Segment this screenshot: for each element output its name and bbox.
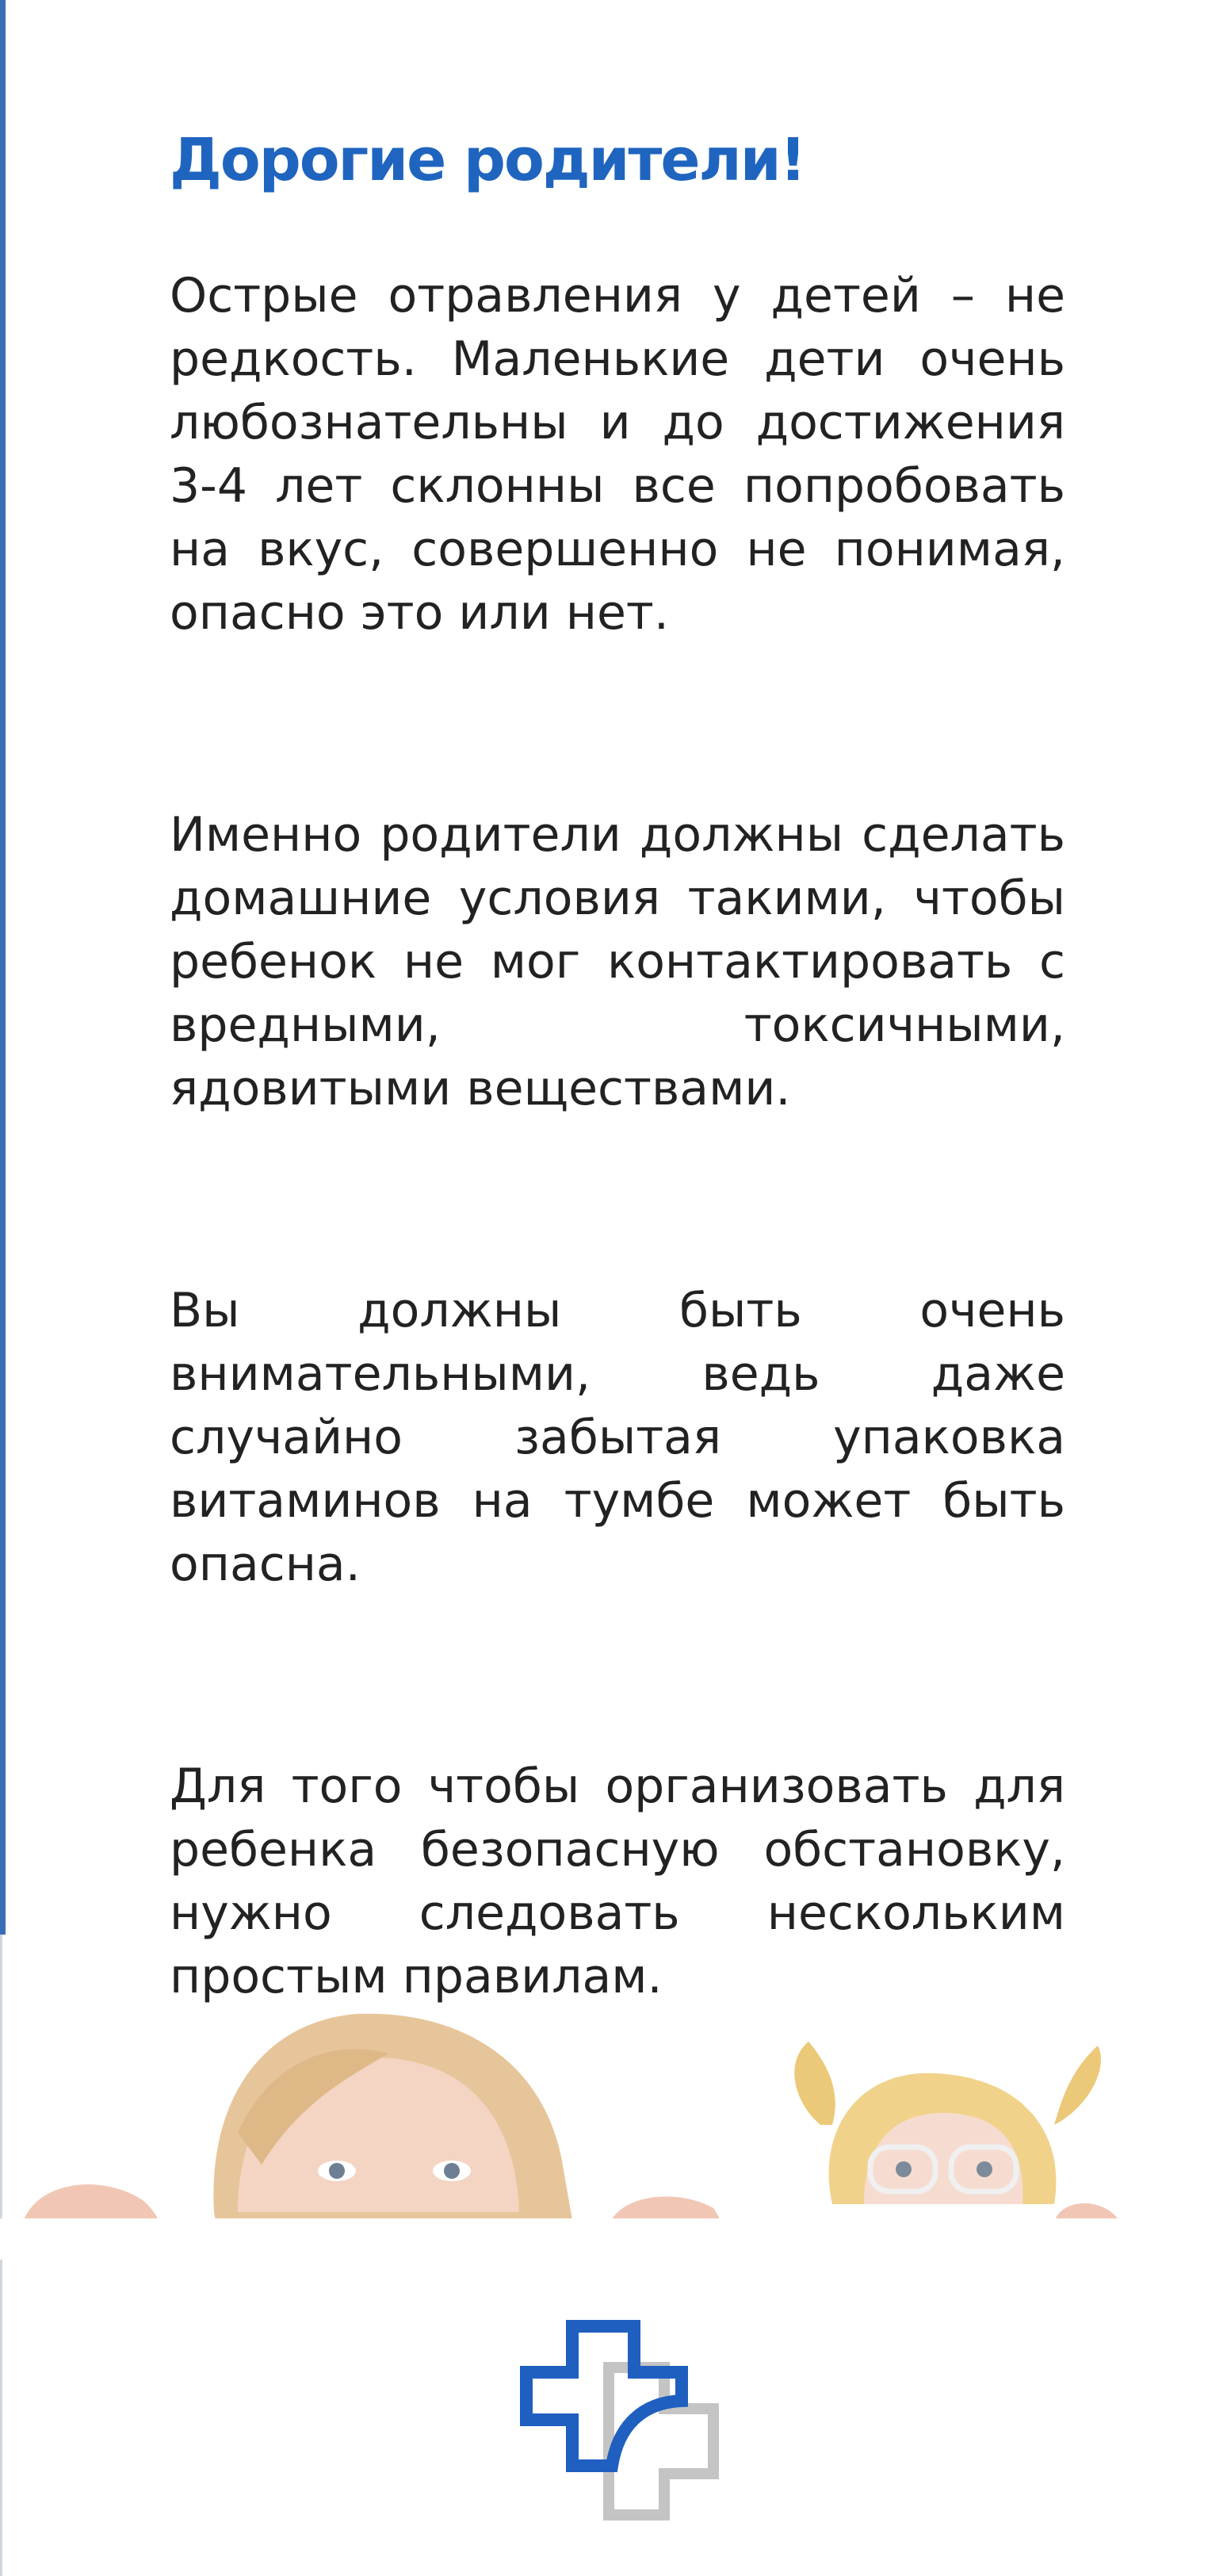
paragraph-4: Для того чтобы организовать для ребенка безопасную обстановку, нужно следовать нескольким простым правилам. xyxy=(170,1759,1065,2005)
paragraph-1: Острые отравления у детей – не редкость. Маленькие дети очень любознательны и до достижения 3-4 лет склонны все попробовать на вкус, совершенно не понимая, опасно это или нет. xyxy=(170,268,1065,641)
left-border-line xyxy=(0,0,6,1935)
paragraph-3: Вы должны быть очень внимательными, ведь даже случайно забытая упаковка витаминов на тумбе может быть опасна. xyxy=(170,1283,1065,1593)
leaflet-content xyxy=(170,127,1065,2008)
children-peeking-photo xyxy=(0,1966,1227,2260)
paragraph-2: Именно родители должны сделать домашние условия такими, чтобы ребенок не мог контактировать с вредными, токсичными, ядовитыми веществами. xyxy=(170,807,1065,1117)
page-title: Дорогие родители! xyxy=(170,126,805,194)
child-right-illustration xyxy=(794,2042,1118,2222)
ledge xyxy=(0,2218,1227,2260)
child-left-illustration xyxy=(24,2014,720,2222)
medical-cross-logo xyxy=(515,2315,721,2521)
